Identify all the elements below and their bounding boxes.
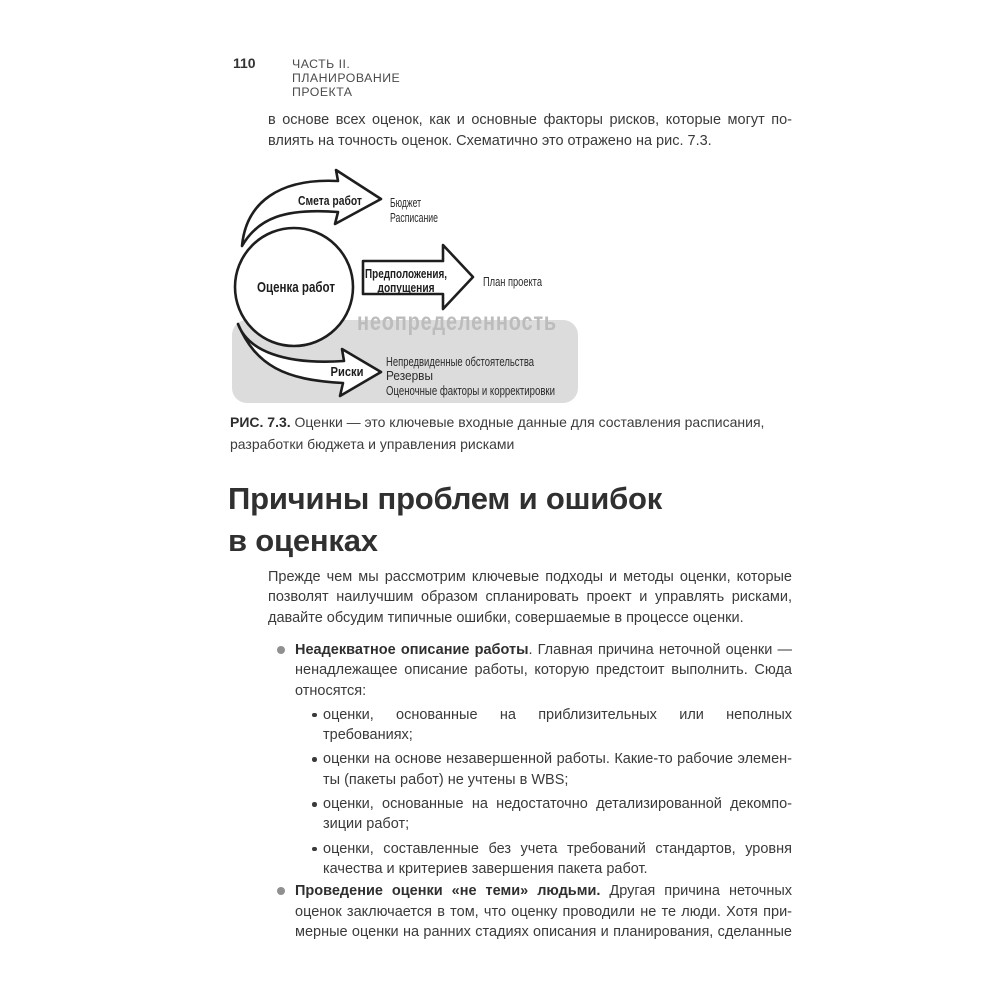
output-contingencies: Непредвиденные обстоятельства [386,355,535,369]
text-line: ненадлежащее описание работы, которую предстоит выполнить. Сюда [295,662,792,679]
risks-arrow-label: Риски [330,364,364,379]
sub-bullet-marker [312,713,317,718]
caption-line: разработки бюджета и управления рисками [230,436,515,452]
heading-line: в оценках [228,523,378,558]
page-number: 110 [233,55,256,71]
intro-paragraph [268,110,792,152]
bullet-lead: Неадекватное описание работы [295,642,529,658]
list-subitem-incomplete-work [268,749,792,790]
heading-line: Причины проблем и ошибок [228,481,663,516]
list-item-inadequate-description [268,640,792,701]
caption-line [230,411,786,433]
text-line: позволят наилучшим образом спланировать проект и управлять рисками, [268,589,792,606]
sub-bullet-marker [312,802,317,807]
caption-label: РИС. 7.3. [230,414,291,430]
estimation-flow-diagram [230,166,590,411]
list-subitem-approximate-requirements [268,705,792,746]
output-project-plan: План проекта [483,275,543,289]
uncertainty-label: неопределенность [357,308,557,336]
output-reserves: Резервы [386,369,434,383]
work-estimate-label: Оценка работ [257,279,335,296]
estimate-arrow-label: Смета работ [298,193,362,208]
text-line: оценки на основе незавершенной работы. Какие-то рабочие элемен- [323,751,792,768]
text-line: качества и критериев завершения пакета работ. [323,860,648,877]
output-adjustment-factors: Оценочные факторы и корректировки [386,384,556,398]
text-line: зиции работ; [323,816,410,833]
text-line [295,640,792,660]
running-title: ЧАСТЬ II. ПЛАНИРОВАНИЕ ПРОЕКТА [292,57,401,99]
list-subitem-insufficient-decomposition [268,794,792,835]
text-line: мерные оценки на ранних стадиях описания и планирования, сделанные [295,923,792,940]
output-budget: Бюджет [390,196,422,210]
text-line: давайте обсудим типичные ошибки, совершаемые в процессе оценки. [268,609,744,626]
bullet-text: . Главная причина неточной оценки — [528,642,792,658]
text-line [295,881,792,901]
text-line: оценок заключается в том, что оценку проводили не те люди. Хотя при- [295,903,792,920]
list-subitem-no-standards [268,839,792,880]
text-line: Прежде чем мы рассмотрим ключевые подходы и методы оценки, которые [268,569,792,585]
section-heading [228,478,662,562]
text-line: оценки, основанные на приблизительных или неполных требованиях; [323,706,792,744]
text-line: относятся: [295,682,367,699]
sub-bullet-marker [312,847,317,852]
text-line: оценки, основанные на недостаточно детализированной декомпо- [323,796,792,813]
assumptions-arrow-label-line1: Предположения, [365,266,447,281]
caption-text: Оценки — это ключевые входные данные для составления расписания, [294,414,765,430]
assumptions-arrow-label-line2: допущения [377,280,435,295]
text-line: ты (пакеты работ) не учтены в WBS; [323,771,569,788]
bullet-marker [277,887,285,895]
list-item-wrong-people [268,881,792,942]
output-schedule: Расписание [390,211,439,225]
sub-bullet-marker [312,757,317,762]
figure-caption [230,411,786,455]
lead-paragraph [268,567,792,628]
bullet-lead: Проведение оценки «не теми» людьми. [295,883,601,900]
bullet-text: Другая причина неточных [600,883,793,900]
text-line: оценки, составленные без учета требований стандартов, уровня [323,840,792,857]
text-line: влиять на точность оценок. Схематично это отражено на рис. 7.3. [268,133,712,149]
error-causes-list [268,640,792,942]
bullet-marker [277,646,285,654]
text-line: в основе всех оценок, как и основные факторы рисков, которые могут по- [268,112,792,128]
figure-7-3-diagram [230,166,590,411]
